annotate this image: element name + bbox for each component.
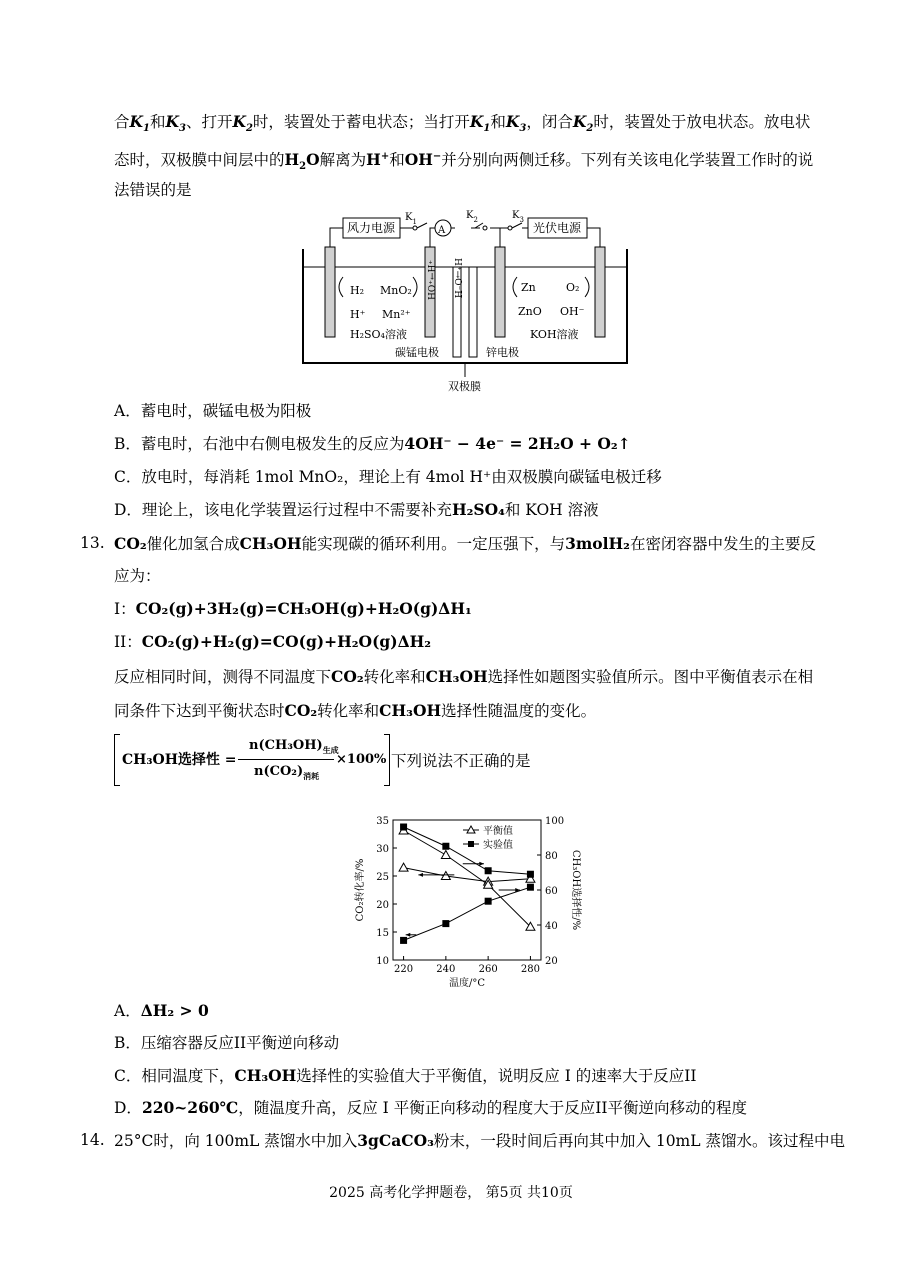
selectivity-formula: CH₃OH选择性 = $n(CH_3OH)_{生成}$ $n(CO_2)_{消耗}$ ×100%: [114, 734, 389, 786]
arrow-left-2-head: [406, 933, 411, 937]
zn-label: Zn: [521, 281, 536, 294]
y-right-tick-label: 80: [545, 851, 558, 862]
y-left-tick-label: 20: [376, 900, 389, 911]
point-square: [442, 920, 449, 927]
hplus-label: H⁺: [350, 308, 366, 321]
q13-ask: 下列说法不正确的是: [391, 752, 531, 770]
q12-line1: 合$K_1$和$K_3$、打开$K_2$时，装置处于蓄电状态；当打开$K_1$和$K_3$，闭合$K_2$时，装置处于放电状态。放电状: [114, 112, 811, 134]
point-square: [527, 884, 534, 891]
q13-line6: 同条件下达到平衡状态时CO₂转化率和CH₃OH选择性随温度的变化。: [114, 701, 597, 720]
x-tick-label: 240: [436, 964, 456, 975]
y-left-tick-label: 15: [376, 928, 389, 939]
wind-power-label: 风力电源: [347, 221, 396, 235]
zno-label: ZnO: [518, 305, 542, 318]
y-right-axis-label: CH₃OH选择性/%: [570, 849, 581, 931]
mno2-label: MnO₂: [380, 284, 412, 297]
point-square: [400, 937, 407, 944]
point-square: [485, 867, 492, 874]
ammeter-label: A: [438, 225, 446, 236]
x-tick-label: 260: [478, 964, 498, 975]
y-right-tick-label: 60: [545, 886, 558, 897]
membrane-label: 双极膜: [448, 380, 481, 393]
k2-label: $K_2$: [466, 210, 478, 224]
series-line-3: [404, 887, 531, 940]
legend-marker-square: [468, 841, 474, 847]
y-left-tick-label: 35: [376, 816, 389, 827]
h2-label: H₂: [350, 284, 365, 297]
y-right-tick-label: 20: [545, 956, 558, 967]
o2-label: O₂: [566, 281, 580, 294]
q13-option-b: B．压缩容器反应II平衡逆向移动: [114, 1034, 340, 1052]
zinc-electrode-label: 锌电极: [486, 346, 519, 359]
y-right-tick-label: 100: [545, 816, 565, 827]
q13-reaction-1: I：CO₂(g)+3H₂(g)=CH₃OH(g)+H₂O(g)ΔH₁: [114, 599, 472, 618]
mn2-label: Mn²⁺: [382, 308, 411, 321]
oh-label: OH⁻: [560, 305, 585, 318]
membrane-left-label: HO⁺←H⁺: [428, 259, 438, 300]
y-left-tick-label: 30: [376, 844, 389, 855]
q14-line1: 25°C时，向 100mL 蒸馏水中加入3gCaCO₃粉末，一段时间后再向其中加入 10mL 蒸馏水。该过程中电: [114, 1131, 845, 1150]
x-tick-label: 220: [394, 964, 414, 975]
koh-label: KOH溶液: [530, 328, 579, 341]
q12-option-c: C．放电时，每消耗 1mol MnO₂，理论上有 4mol H⁺由双极膜向碳锰电极迁移: [114, 468, 662, 486]
q13-line1: CO₂催化加氢合成CH₃OH能实现碳的循环利用。一定压强下，与3molH₂在密闭容器中发生的主要反: [114, 534, 816, 553]
q13-line2: 应为：: [114, 567, 161, 585]
page-footer: 2025 高考化学押题卷， 第5页 共10页: [329, 1185, 573, 1201]
q14-number: 14.: [80, 1131, 105, 1149]
carbon-electrode-label: 碳锰电极: [395, 346, 439, 359]
q13-option-a: A．ΔH₂ > 0: [114, 1001, 209, 1020]
y-right-tick-label: 40: [545, 921, 558, 932]
solar-power-label: 光伏电源: [533, 221, 582, 235]
point-square: [442, 843, 449, 850]
k1-label: $K_1$: [405, 212, 417, 226]
y-left-tick-label: 10: [376, 956, 389, 967]
co2-selectivity-chart: [345, 808, 585, 990]
k3-label: $K_3$: [512, 210, 524, 224]
q13-option-c: C．相同温度下，CH₃OH选择性的实验值大于平衡值，说明反应 I 的速率大于反应II: [114, 1066, 697, 1085]
q12-line2: 态时，双极膜中间层中的$H_2O$解离为H+和OH−并分别向两侧迁移。下列有关该电化学装置工作时的说: [114, 150, 814, 172]
point-triangle: [441, 851, 450, 859]
point-triangle: [399, 863, 408, 871]
legend-label-2: 实验值: [483, 840, 513, 851]
q13-line5: 反应相同时间，测得不同温度下CO₂转化率和CH₃OH选择性如题图实验值所示。图中平衡值表示在相: [114, 667, 814, 686]
q13-number: 13.: [80, 534, 105, 552]
x-axis-label: 温度/°C: [448, 978, 486, 989]
legend-label-1: 平衡值: [483, 826, 513, 837]
arrow-left-1-head: [418, 873, 423, 877]
q12-option-d: D．理论上，该电化学装置运行过程中不需要补充H₂SO₄和 KOH 溶液: [114, 500, 599, 519]
membrane-right-label: H⁺→O⁻H: [452, 258, 462, 299]
q12-line3: 法错误的是: [114, 181, 192, 199]
point-square: [400, 824, 407, 831]
h2so4-label: H₂SO₄溶液: [350, 328, 407, 341]
q13-option-d: D．220~260℃，随温度升高，反应 I 平衡正向移动的程度大于反应II平衡逆向移动的程度: [114, 1098, 747, 1117]
q12-option-b: B．蓄电时，右池中右侧电极发生的反应为4OH⁻ − 4e⁻ = 2H₂O + O₂↑: [114, 434, 631, 453]
y-left-tick-label: 25: [376, 872, 389, 883]
q12-option-a: A．蓄电时，碳锰电极为阳极: [114, 402, 312, 420]
y-left-axis-label: CO₂转化率/%: [355, 858, 366, 922]
arrow-right-1-head: [479, 862, 484, 866]
x-tick-label: 280: [520, 964, 540, 975]
q13-reaction-2: II：CO₂(g)+H₂(g)=CO(g)+H₂O(g)ΔH₂: [114, 632, 432, 651]
point-square: [485, 898, 492, 905]
point-square: [527, 871, 534, 878]
